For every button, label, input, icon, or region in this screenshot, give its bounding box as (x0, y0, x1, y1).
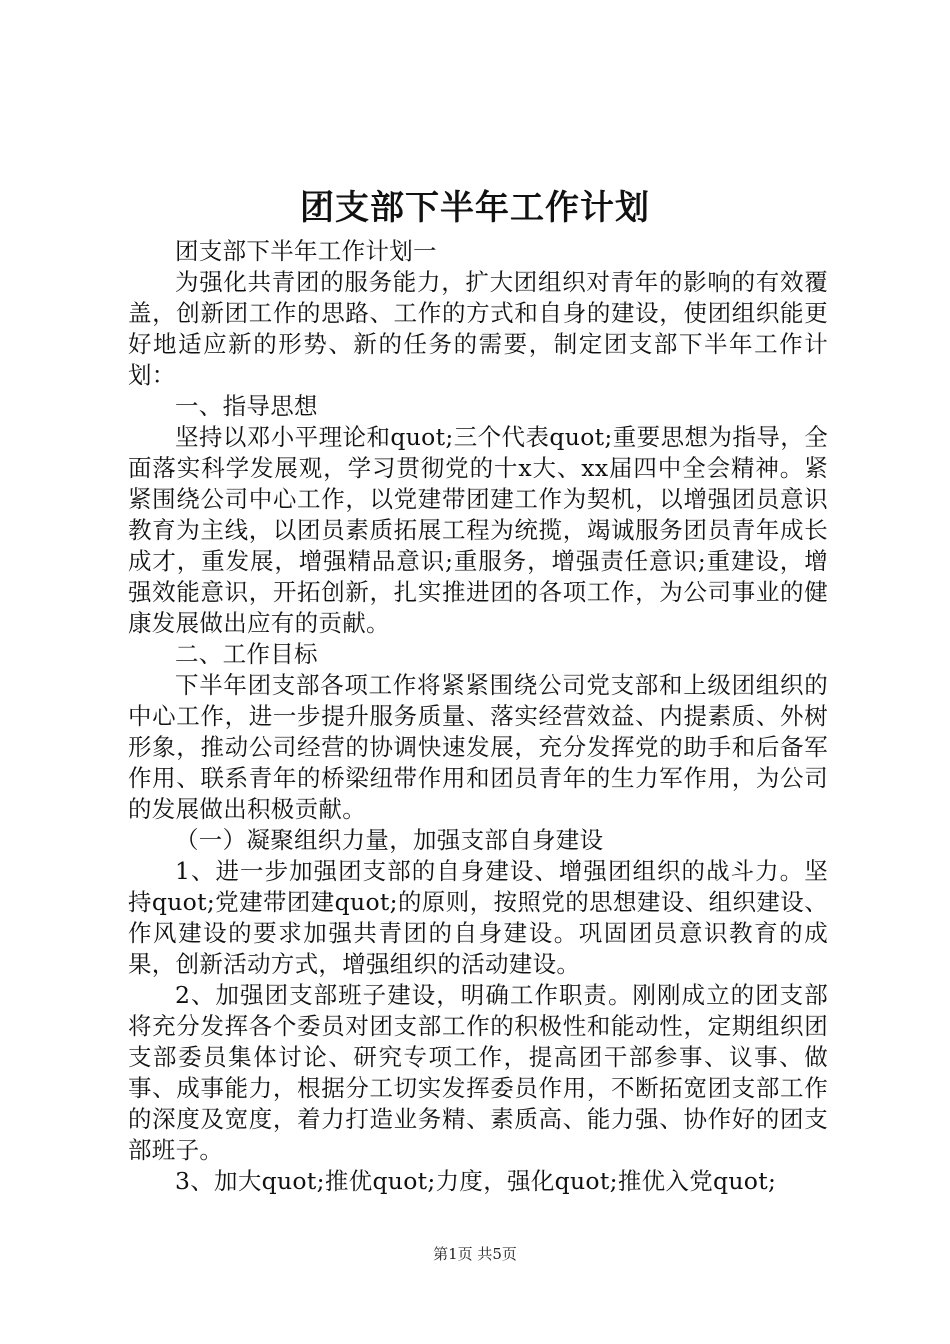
paragraph: 坚持以邓小平理论和quot;三个代表quot;重要思想为指导，全面落实科学发展观，学习贯彻党的十x大、xx届四中全会精神。紧紧围绕公司中心工作，以党建带团建工作为契机，以增强团员意识教育为主线，以团员素质拓展工程为统揽，竭诚服务团员青年成长成才，重发展，增强精品意识;重服务，增强责任意识;重建设，增强效能意识，开拓创新，扎实推进团的各项工作，为公司事业的健康发展做出应有的贡献。 (128, 423, 828, 637)
section-heading: 二、工作目标 (175, 640, 318, 668)
paragraph: 团支部下半年工作计划一 (175, 237, 437, 265)
section-heading: 一、指导思想 (175, 392, 318, 420)
subsection-heading: （一）凝聚组织力量，加强支部自身建设 (175, 826, 604, 854)
paragraph: 下半年团支部各项工作将紧紧围绕公司党支部和上级团组织的中心工作，进一步提升服务质量、落实经营效益、内提素质、外树形象，推动公司经营的协调快速发展，充分发挥党的助手和后备军作用、联系青年的桥梁纽带作用和团员青年的生力军作用，为公司的发展做出积极贡献。 (128, 671, 828, 823)
document-body (128, 236, 828, 1197)
paragraph: 2、加强团支部班子建设，明确工作职责。刚刚成立的团支部将充分发挥各个委员对团支部工作的积极性和能动性，定期组织团支部委员集体讨论、研究专项工作，提高团干部参事、议事、做事、成事能力，根据分工切实发挥委员作用，不断拓宽团支部工作的深度及宽度，着力打造业务精、素质高、能力强、协作好的团支部班子。 (128, 981, 828, 1164)
paragraph: 为强化共青团的服务能力，扩大团组织对青年的影响的有效覆盖，创新团工作的思路、工作的方式和自身的建设，使团组织能更好地适应新的形势、新的任务的需要，制定团支部下半年工作计划： (128, 268, 828, 389)
paragraph: 1、进一步加强团支部的自身建设、增强团组织的战斗力。坚持quot;党建带团建quot;的原则，按照党的思想建设、组织建设、作风建设的要求加强共青团的自身建设。巩固团员意识教育的成果，创新活动方式，增强组织的活动建设。 (128, 857, 828, 978)
page-footer: 第1页 共5页 (433, 1245, 517, 1263)
paragraph: 3、加大quot;推优quot;力度，强化quot;推优入党quot; (175, 1167, 777, 1195)
document-title: 团支部下半年工作计划 (300, 188, 650, 228)
